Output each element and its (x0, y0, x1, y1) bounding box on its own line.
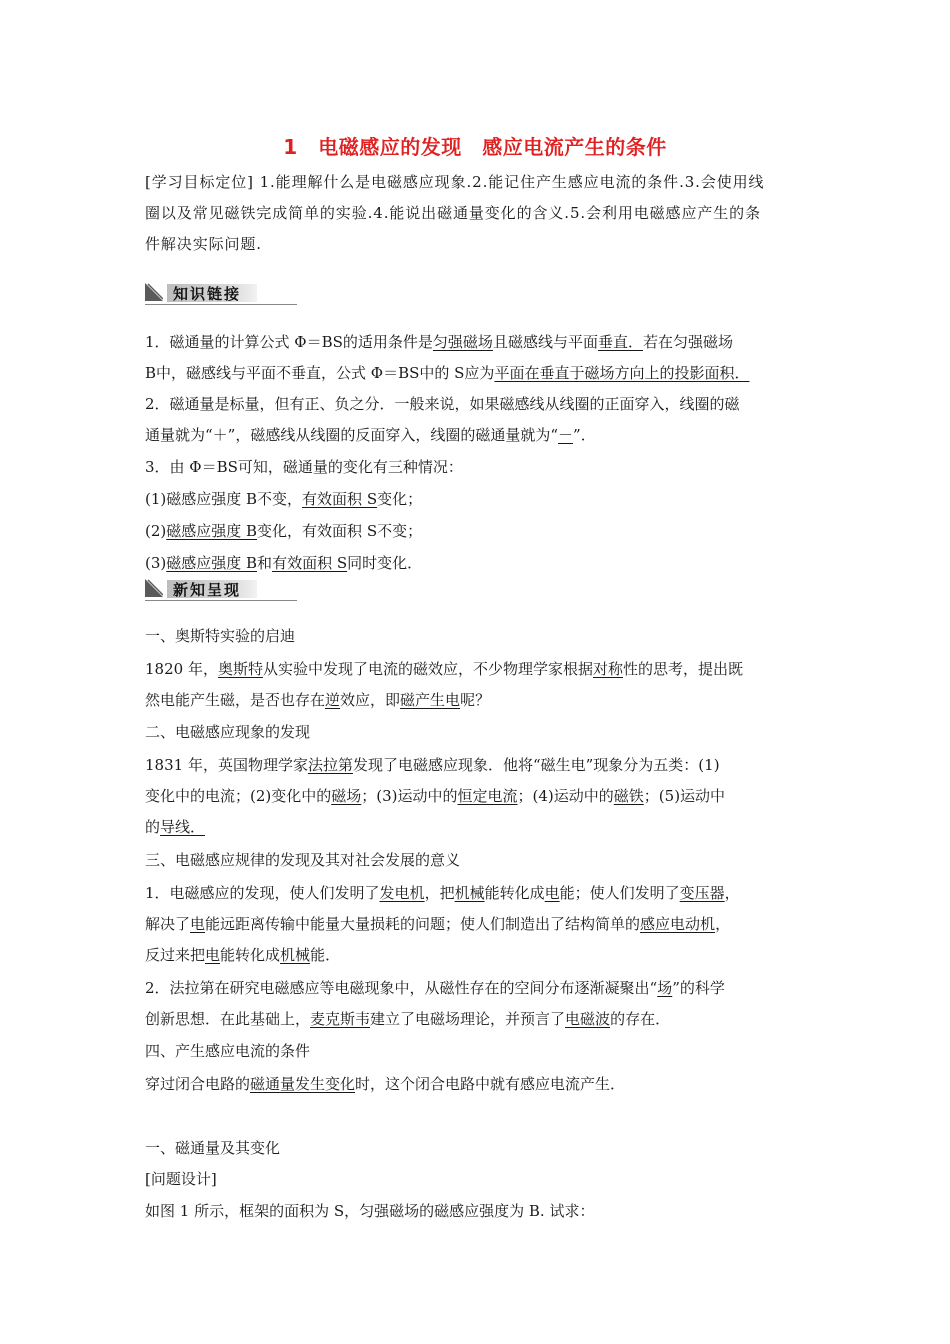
answer-blank: 电 (190, 915, 206, 933)
answer-blank: 逆 (325, 691, 341, 709)
heading-conditions: 四、产生感应电流的条件 (145, 1042, 311, 1060)
answer-blank: 磁感应强度 B (166, 554, 258, 572)
answer-blank: 奥斯特 (217, 660, 263, 678)
significance-para-2-line-1: 2．法拉第在研究电磁感应等电磁现象中，从磁性存在的空间分布逐渐凝聚出“场”的科学 (145, 979, 725, 997)
answer-blank: 平面在垂直于磁场方向上的投影面积． (494, 364, 750, 382)
answer-blank: 匀强磁场 (432, 333, 493, 351)
answer-blank: － (558, 426, 574, 444)
answer-blank: 恒定电流 (457, 787, 518, 805)
section-marker-icon (145, 283, 163, 301)
answer-blank: 磁场 (331, 787, 362, 805)
answer-blank: 感应电动机 (640, 915, 716, 933)
knowledge-point-3-case-1: (1)磁感应强度 B不变，有效面积 S变化； (145, 490, 423, 508)
knowledge-point-3-case-2: (2)磁感应强度 B变化，有效面积 S不变； (145, 522, 423, 540)
discovery-para-line-1: 1831 年，英国物理学家法拉第发现了电磁感应现象．他将“磁生电”现象分为五类：(1) (145, 756, 720, 774)
knowledge-point-1-line-1: 1．磁通量的计算公式 Φ＝BS的适用条件是匀强磁场且磁感线与平面垂直．若在匀强磁场 (145, 333, 733, 351)
knowledge-point-1-line-2: B中，磁感线与平面不垂直，公式 Φ＝BS中的 S应为平面在垂直于磁场方向上的投影面积． (145, 364, 750, 382)
answer-blank: 对称 (592, 660, 623, 678)
knowledge-point-3-case-3: (3)磁感应强度 B和有效面积 S同时变化． (145, 554, 423, 572)
section-header-new-knowledge (145, 578, 297, 601)
section-header-label: 知识链接 (173, 285, 242, 303)
section-header-knowledge-link (145, 282, 297, 305)
oersted-para-line-1: 1820 年，奥斯特从实验中发现了电流的磁效应，不少物理学家根据对称性的思考，提出既 (145, 660, 744, 678)
learning-objectives-line-1: [学习目标定位] 1.能理解什么是电磁感应现象.2.能记住产生感应电流的条件.3.会使用线 (145, 173, 765, 191)
oersted-para-line-2: 然电能产生磁，是否也存在逆效应，即磁产生电呢？ (145, 691, 491, 709)
knowledge-point-2-line-1: 2．磁通量是标量，但有正、负之分．一般来说，如果磁感线从线圈的正面穿入，线圈的磁 (145, 395, 740, 413)
answer-blank: 电磁波 (565, 1010, 611, 1028)
significance-para-1-line-2: 解决了电能远距离传输中能量大量损耗的问题；使人们制造出了结构简单的感应电动机， (145, 915, 731, 933)
significance-para-2-line-2: 创新思想．在此基础上，麦克斯韦建立了电磁场理论，并预言了电磁波的存在． (145, 1010, 671, 1028)
answer-blank: 导线． (160, 818, 206, 836)
answer-blank: 机械 (280, 946, 311, 964)
answer-blank: 机械 (454, 884, 485, 902)
answer-blank: 电 (205, 946, 221, 964)
conditions-para: 穿过闭合电路的磁通量发生变化时，这个闭合电路中就有感应电流产生． (145, 1075, 626, 1093)
answer-blank: 磁产生电 (400, 691, 461, 709)
answer-blank: 变压器 (679, 884, 725, 902)
answer-blank: 磁通量发生变化 (250, 1075, 356, 1093)
discovery-para-line-3: 的导线． (145, 818, 206, 836)
answer-blank: 磁感应强度 B (166, 522, 258, 540)
problem-design-label: [问题设计] (145, 1170, 217, 1188)
page-title: 1 电磁感应的发现 感应电流产生的条件 (283, 135, 667, 159)
answer-blank: 麦克斯韦 (310, 1010, 371, 1028)
learning-objectives-line-2: 圈以及常见磁铁完成简单的实验.4.能说出磁通量变化的含义.5.会利用电磁感应产生的条 (145, 204, 761, 222)
significance-para-1-line-3: 反过来把电能转化成机械能． (145, 946, 341, 964)
knowledge-point-3: 3．由 Φ＝BS可知，磁通量的变化有三种情况： (145, 458, 463, 476)
answer-blank: 场 (657, 979, 673, 997)
answer-blank: 发电机 (379, 884, 425, 902)
heading-flux-change: 一、磁通量及其变化 (145, 1139, 281, 1157)
problem-text: 如图 1 所示，框架的面积为 S，匀强磁场的磁感应强度为 B. 试求： (145, 1202, 595, 1220)
answer-blank: 有效面积 S (302, 490, 378, 508)
heading-oersted: 一、奥斯特实验的启迪 (145, 627, 296, 645)
section-header-label: 新知呈现 (173, 581, 242, 599)
significance-para-1-line-1: 1．电磁感应的发现，使人们发明了发电机，把机械能转化成电能；使人们发明了变压器， (145, 884, 740, 902)
heading-significance: 三、电磁感应规律的发现及其对社会发展的意义 (145, 851, 461, 869)
answer-blank: 电 (544, 884, 560, 902)
heading-discovery: 二、电磁感应现象的发现 (145, 723, 311, 741)
discovery-para-line-2: 变化中的电流；(2)变化中的磁场；(3)运动中的恒定电流；(4)运动中的磁铁；(5)运动中 (145, 787, 726, 805)
answer-blank: 有效面积 S (272, 554, 348, 572)
section-marker-icon (145, 579, 163, 597)
learning-objectives-line-3: 件解决实际问题. (145, 235, 262, 253)
answer-blank: 垂直． (597, 333, 643, 351)
answer-blank: 法拉第 (307, 756, 353, 774)
knowledge-point-2-line-2: 通量就为“＋”，磁感线从线圈的反面穿入，线圈的磁通量就为“－”． (145, 426, 596, 444)
answer-blank: 磁铁 (613, 787, 644, 805)
